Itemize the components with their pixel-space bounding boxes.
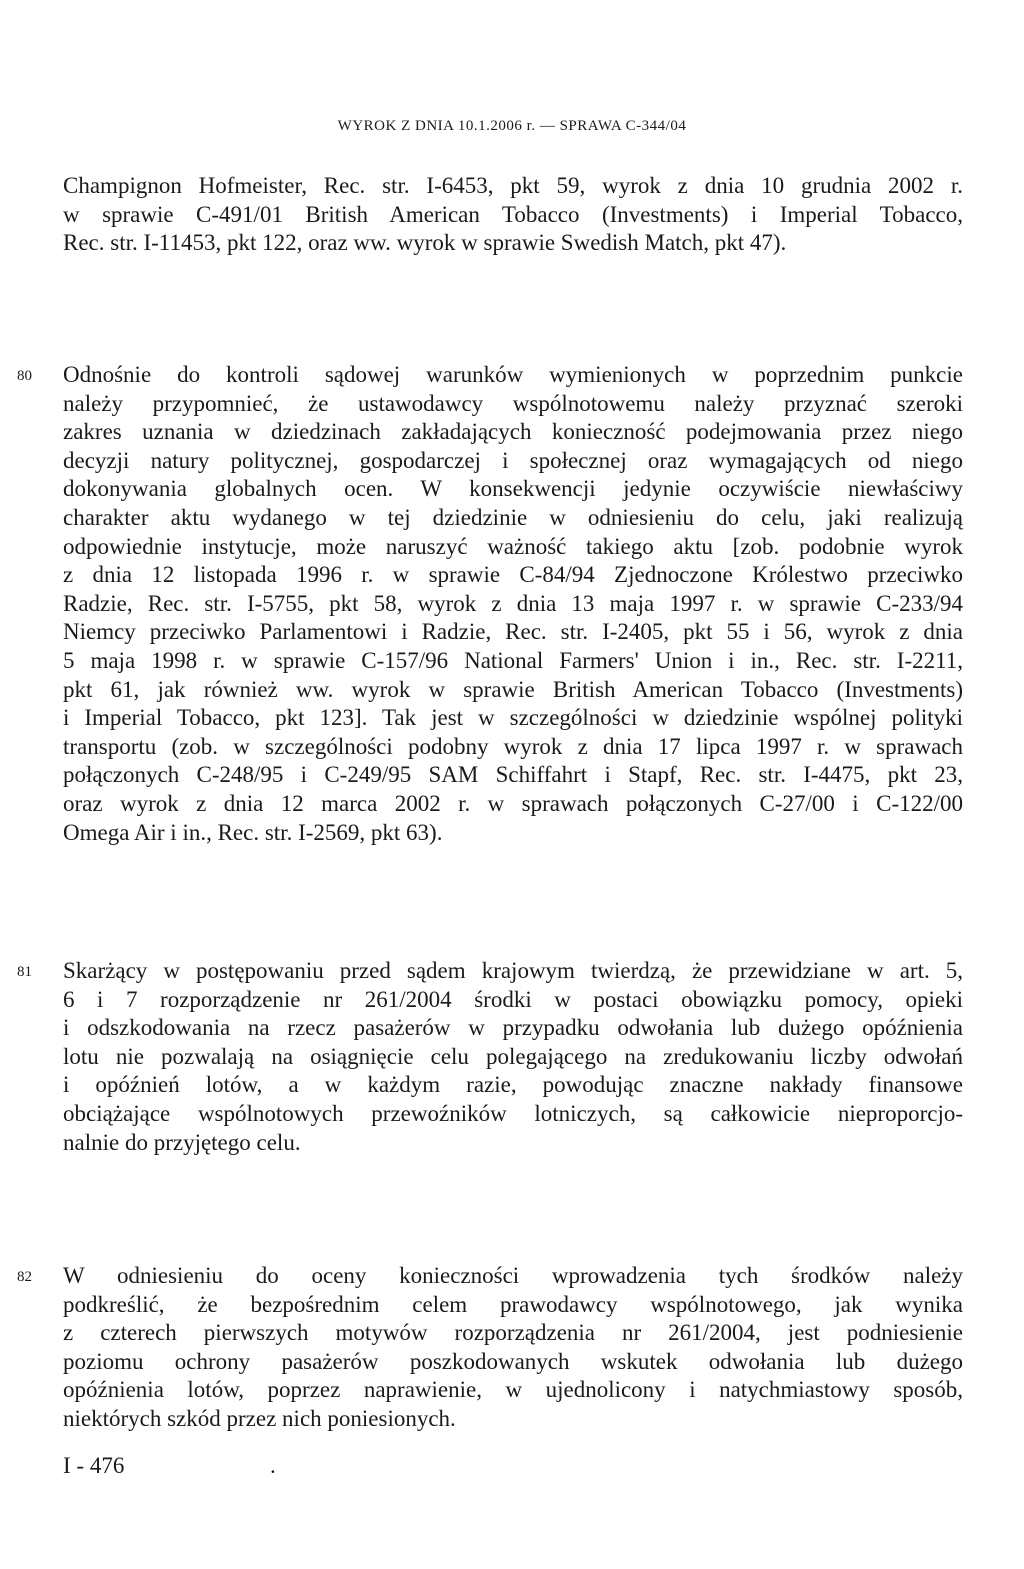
text-line: decyzji natury politycznej, gospodarczej i społecznej oraz wymagających od niego <box>63 447 963 473</box>
text-line: i Imperial Tobacco, pkt 123]. Tak jest w szczególności w dziedzinie wspólnej polityki <box>63 705 963 731</box>
text-line: Omega Air i in., Rec. str. I-2569, pkt 63). <box>63 819 443 845</box>
text-line: transportu (zob. w szczególności podobny wyrok z dnia 17 lipca 1997 r. w sprawach <box>63 733 963 759</box>
text-line: Niemcy przeciwko Parlamentowi i Radzie, Rec. str. I-2405, pkt 55 i 56, wyrok z dnia <box>63 619 963 645</box>
page-number: I - 476 <box>63 1453 125 1478</box>
continuation-text <box>63 172 963 258</box>
text-line: w sprawie C-491/01 British American Tobacco (Investments) i Imperial Tobacco, <box>63 201 963 227</box>
text-line: niektórych szkód przez nich poniesionych. <box>63 1405 456 1431</box>
text-line: lotu nie pozwalają na osiągnięcie celu polegającego na zredukowaniu liczby odwołań <box>63 1043 963 1069</box>
text-line: Odnośnie do kontroli sądowej warunków wymienionych w poprzednim punkcie <box>63 362 963 387</box>
text-line: Champignon Hofmeister, Rec. str. I-6453, pkt 59, wyrok z dnia 10 grudnia 2002 r. <box>63 173 963 198</box>
paragraph-number: 80 <box>17 368 32 384</box>
text-line: Radzie, Rec. str. I-5755, pkt 58, wyrok z dnia 13 maja 1997 r. w sprawie C-233/94 <box>63 590 963 616</box>
text-line: i odszkodowania na rzecz pasażerów w przypadku odwołania lub dużego opóźnienia <box>63 1015 963 1041</box>
text-line: Skarżący w postępowaniu przed sądem krajowym twierdzą, że przewidziane w art. 5, <box>63 958 963 983</box>
text-line: poziomu ochrony pasażerów poszkodowanych wskutek odwołania lub dużego <box>63 1348 963 1374</box>
text-line: należy przypomnieć, że ustawodawcy wspólnotowemu należy przyznać szeroki <box>63 390 963 416</box>
text-line: Rec. str. I-11453, pkt 122, oraz ww. wyrok w sprawie Swedish Match, pkt 47). <box>63 230 787 255</box>
text-line: połączonych C-248/95 i C-249/95 SAM Schiffahrt i Stapf, Rec. str. I-4475, pkt 23, <box>63 762 963 788</box>
text-line: oraz wyrok z dnia 12 marca 2002 r. w sprawach połączonych C-27/00 i C-122/00 <box>63 790 963 816</box>
text-line: pkt 61, jak również ww. wyrok w sprawie British American Tobacco (Investments) <box>63 676 963 702</box>
paragraph-81 <box>63 957 963 1157</box>
stray-mark: . <box>270 1453 276 1478</box>
text-line: podkreślić, że bezpośrednim celem prawodawcy wspólnotowego, jak wynika <box>63 1291 963 1317</box>
text-line: obciążające wspólnotowych przewoźników lotniczych, są całkowicie nieproporcjo- <box>63 1100 963 1126</box>
text-line: charakter aktu wydanego w tej dziedzinie w odniesieniu do celu, jaki realizują <box>63 504 963 530</box>
paragraph-82 <box>63 1262 963 1434</box>
paragraph-number: 81 <box>17 964 32 980</box>
text-line: 5 maja 1998 r. w sprawie C-157/96 National Farmers' Union i in., Rec. str. I-2211, <box>63 647 963 673</box>
text-line: nalnie do przyjętego celu. <box>63 1129 301 1155</box>
text-line: z czterech pierwszych motywów rozporządzenia nr 261/2004, jest podniesienie <box>63 1320 963 1346</box>
text-line: z dnia 12 listopada 1996 r. w sprawie C-84/94 Zjednoczone Królestwo przeciwko <box>63 562 963 588</box>
text-line: 6 i 7 rozporządzenie nr 261/2004 środki w postaci obowiązku pomocy, opieki <box>63 986 963 1012</box>
text-line: zakres uznania w dziedzinach zakładających konieczność podejmowania przez niego <box>63 419 963 445</box>
text-line: opóźnienia lotów, poprzez naprawienie, w ujednolicony i natychmiastowy sposób, <box>63 1377 963 1403</box>
text-line: dokonywania globalnych ocen. W konsekwencji jedynie oczywiście niewłaściwy <box>63 476 963 502</box>
paragraph-number: 82 <box>17 1269 32 1285</box>
paragraph-80 <box>63 361 963 847</box>
text-line: W odniesieniu do oceny konieczności wprowadzenia tych środków należy <box>63 1263 963 1288</box>
running-header: WYROK Z DNIA 10.1.2006 r. — SPRAWA C-344/04 <box>337 118 687 134</box>
text-line: odpowiednie instytucje, może naruszyć ważność takiego aktu [zob. podobnie wyrok <box>63 533 963 559</box>
text-line: i opóźnień lotów, a w każdym razie, powodując znaczne nakłady finansowe <box>63 1072 963 1098</box>
